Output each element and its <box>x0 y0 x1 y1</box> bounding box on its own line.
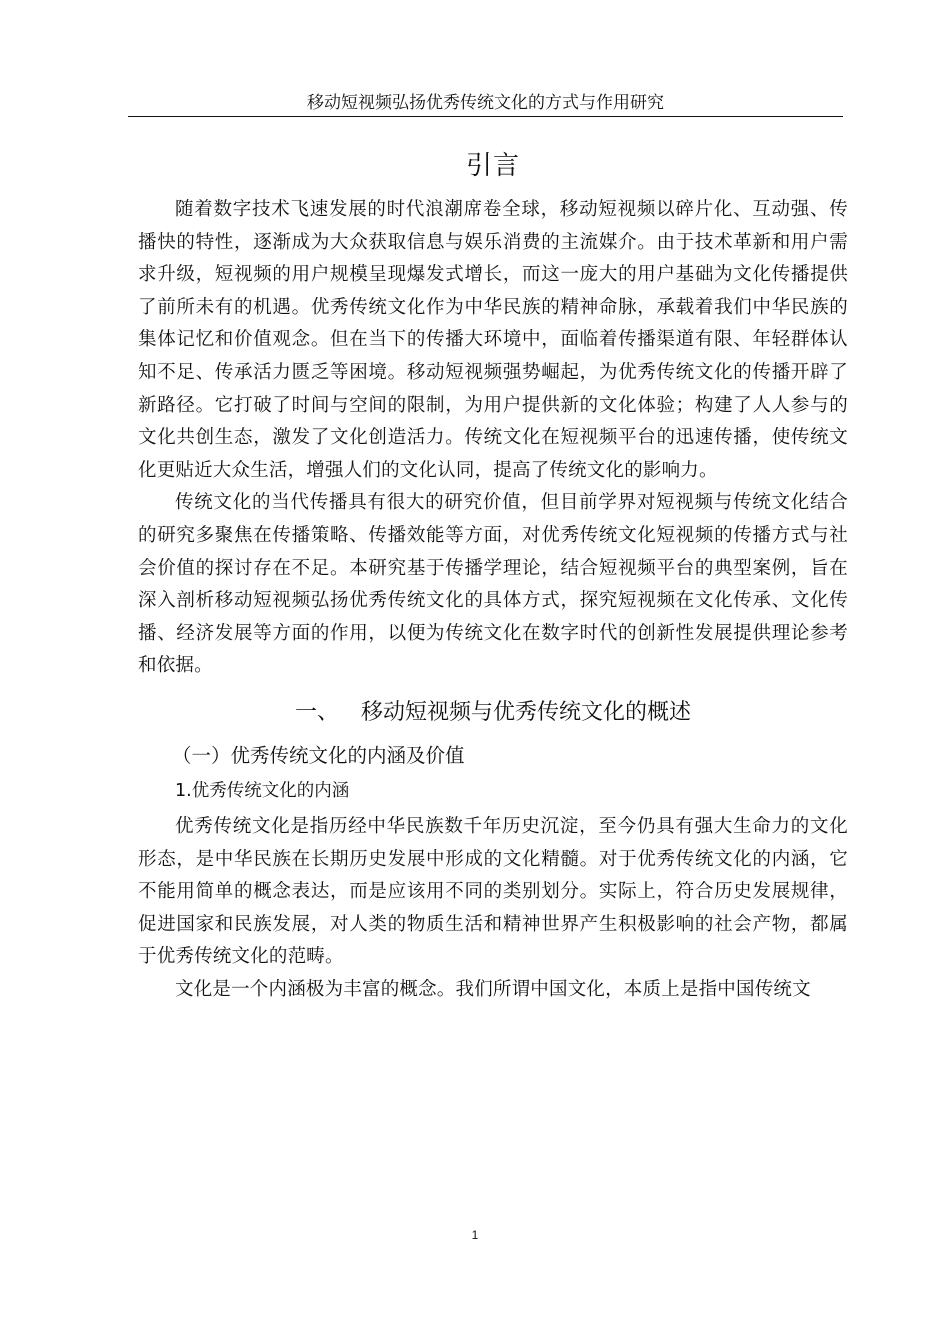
section-1-heading: （一）优秀传统文化的内涵及价值 <box>172 743 465 767</box>
subsection-1-title: 优秀传统文化的内涵 <box>191 780 350 801</box>
running-header: 移动短视频弘扬优秀传统文化的方式与作用研究 <box>307 93 664 113</box>
header-rule <box>128 116 843 117</box>
intro-paragraph-1: 随着数字技术飞速发展的时代浪潮席卷全球，移动短视频以碎片化、互动强、传播快的特性，逐渐成为大众获取信息与娱乐消费的主流媒介。由于技术革新和用户需求升级，短视频的用户规模呈现爆发式增长，而这一庞大的用户基础为文化传播提供了前所未有的机遇。优秀传统文化作为中华民族的精神命脉，承载着我们中华民族的集体记忆和价值观念。但在当下的传播大环境中，面临着传播渠道有限、年轻群体认知不足、传承活力匮乏等困境。移动短视频强势崛起，为优秀传统文化的传播开辟了新路径。它打破了时间与空间的限制，为用户提供新的文化体验；构建了人人参与的文化共创生态，激发了文化创造活力。传统文化在短视频平台的迅速传播，使传统文化更贴近大众生活，增强人们的文化认同，提高了传统文化的影响力。 <box>138 199 848 481</box>
intro-paragraph-2: 传统文化的当代传播具有很大的研究价值，但目前学界对短视频与传统文化结合的研究多聚焦在传播策略、传播效能等方面，对优秀传统文化短视频的传播方式与社会价值的探讨存在不足。本研究基于传播学理论，结合短视频平台的典型案例，旨在深入剖析移动短视频弘扬优秀传统文化的具体方式，探究短视频在文化传承、文化传播、经济发展等方面的作用，以便为传统文化在数字时代的创新性发展提供理论参考和依据。 <box>138 492 848 677</box>
subsection-1-number: 1. <box>175 780 192 801</box>
page-body <box>138 140 848 1006</box>
page-number: 1 <box>471 1228 479 1242</box>
chapter-1-number: 一、 <box>294 699 339 725</box>
chapter-1-heading <box>138 697 848 729</box>
body-paragraph-1: 优秀传统文化是指历经中华民族数千年历史沉淀，至今仍具有强大生命力的文化形态，是中华民族在长期历史发展中形成的文化精髓。对于优秀传统文化的内涵，它不能用简单的概念表达，而是应该用不同的类别划分。实际上，符合历史发展规律，促进国家和民族发展，对人类的物质生活和精神世界产生积极影响的社会产物，都属于优秀传统文化的范畴。 <box>138 815 848 968</box>
intro-title: 引言 <box>465 151 520 181</box>
subsection-1-heading <box>175 777 848 805</box>
body-paragraph-2: 文化是一个内涵极为丰富的概念。我们所谓中国文化，本质上是指中国传统文 <box>175 978 811 1000</box>
chapter-1-title: 移动短视频与优秀传统文化的概述 <box>361 699 692 725</box>
